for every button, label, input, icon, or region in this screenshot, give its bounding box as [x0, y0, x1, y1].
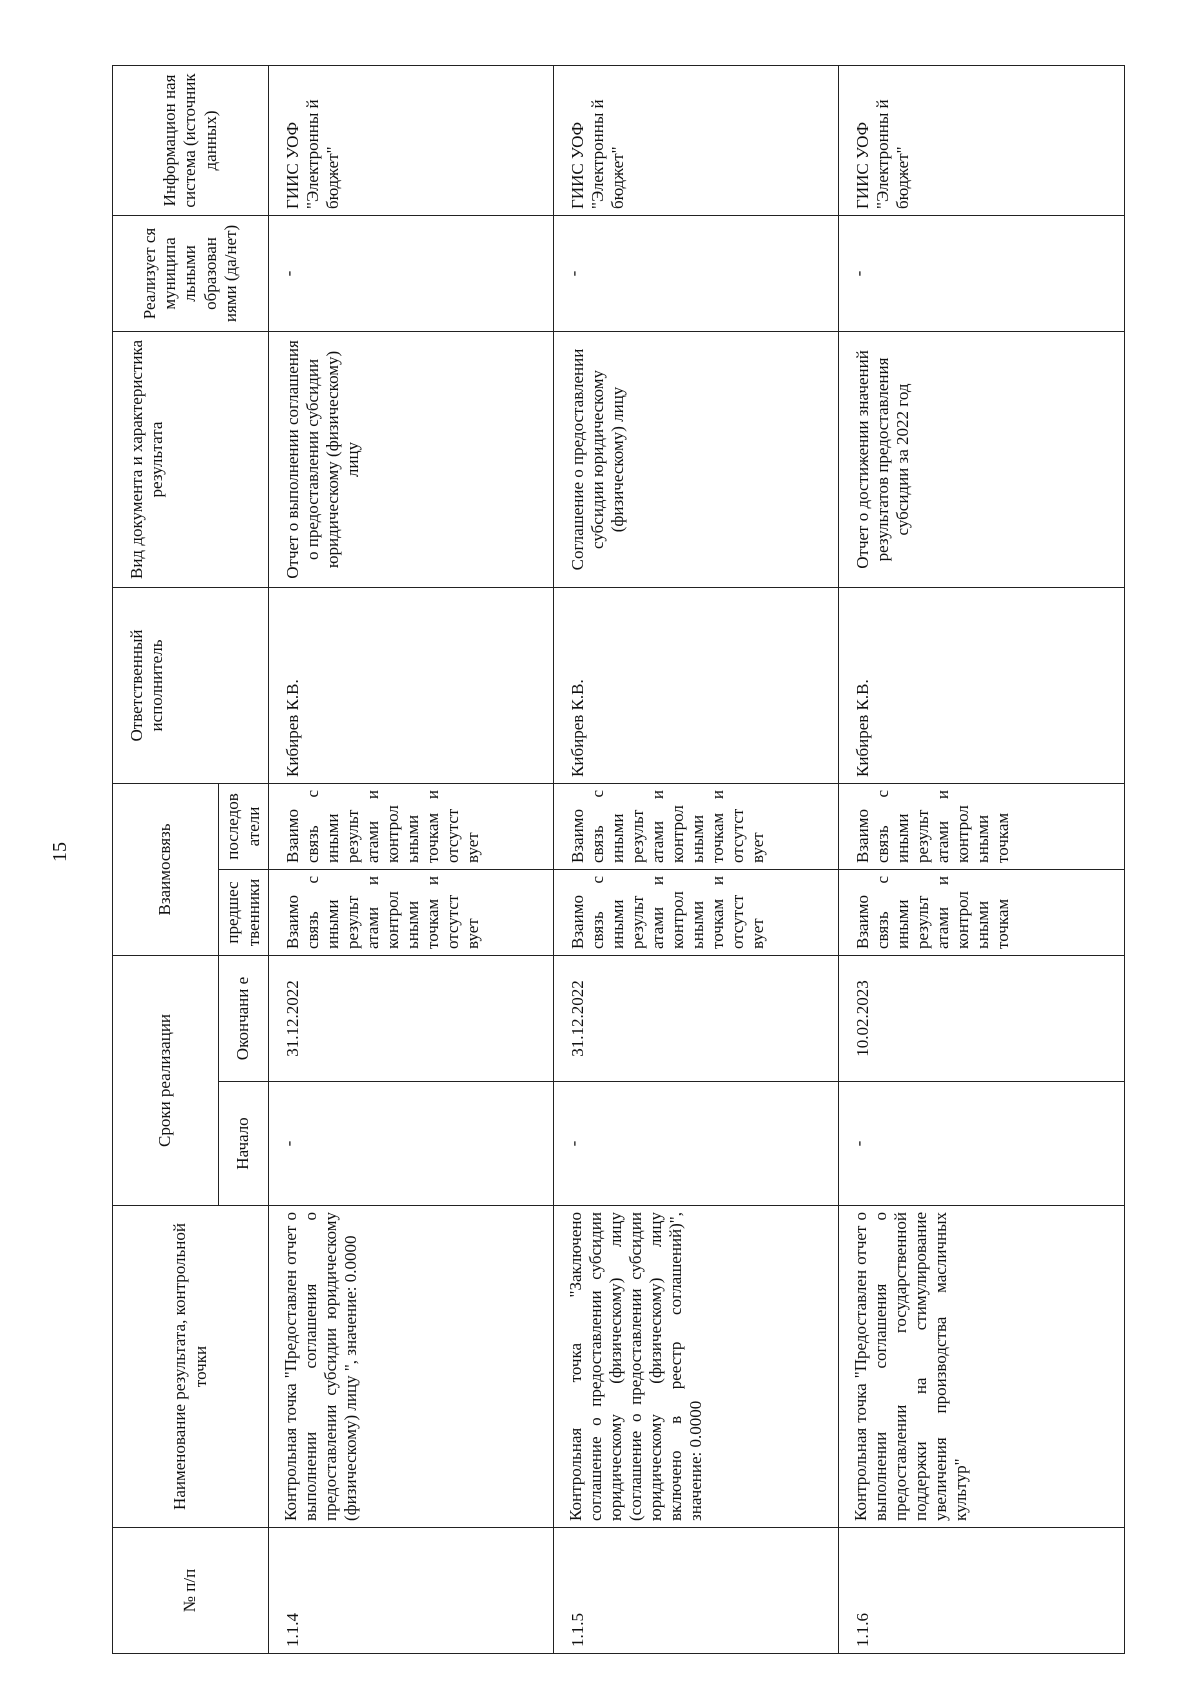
row-responsible: Кибирев К.В. — [839, 587, 1125, 783]
row-responsible: Кибирев К.В. — [269, 587, 554, 783]
row-doc-type: Соглашение о предоставлении субсидии юридическому (физическому) лицу — [554, 331, 839, 587]
header-end: Окончани е — [219, 956, 269, 1082]
header-start: Начало — [219, 1082, 269, 1206]
row-municipal: - — [839, 215, 1125, 331]
row-end: 31.12.2022 — [269, 956, 554, 1082]
row-info-system: ГИИС УОФ "Электронны й бюджет" — [269, 65, 554, 215]
row-num: 1.1.4 — [269, 1528, 554, 1654]
header-predecessors: предшес твенники — [219, 870, 269, 956]
header-name: Наименование результата, контрольной точки — [113, 1206, 269, 1528]
row-name: Контрольная точка "Заключено соглашение о предоставлении субсидии юридическому (физическому) лицу (соглашение о предоставлении субсидии юридическому (физическому) лицу включено в реестр соглашений)", значение: 0.0000 — [554, 1206, 839, 1528]
header-info-system: Информацион ная система (источник данных) — [113, 65, 269, 215]
row-num: 1.1.6 — [839, 1528, 1125, 1654]
header-relation: Взаимосвязь — [113, 783, 219, 955]
header-municipal: Реализует ся муниципа льными образован иями (да/нет) — [113, 215, 269, 331]
header-responsible: Ответственный исполнитель — [113, 587, 269, 783]
row-municipal: - — [269, 215, 554, 331]
row-successors: Взаимо связь с иными результ атами и контрол ьными точкам и отсутст вует — [554, 783, 839, 869]
table-header — [113, 65, 269, 1653]
row-start: - — [839, 1082, 1125, 1206]
row-predecessors: Взаимо связь с иными результ атами и контрол ьными точкам — [839, 870, 1125, 956]
page-number: 15 — [49, 842, 71, 862]
row-responsible: Кибирев К.В. — [554, 587, 839, 783]
table-row — [839, 65, 1125, 1653]
row-successors: Взаимо связь с иными результ атами и контрол ьными точкам — [839, 783, 1125, 869]
row-name: Контрольная точка "Предоставлен отчет о выполнении соглашения о предоставлении государственной поддержки на стимулирование увеличения производства масличных культур" — [839, 1206, 1125, 1528]
rotated-table-sheet — [112, 66, 1124, 1654]
row-municipal: - — [554, 215, 839, 331]
row-start: - — [554, 1082, 839, 1206]
row-doc-type: Отчет о выполнении соглашения о предоставлении субсидии юридическому (физическому) лицу — [269, 331, 554, 587]
table-row — [269, 65, 554, 1653]
row-num: 1.1.5 — [554, 1528, 839, 1654]
row-predecessors: Взаимо связь с иными результ атами и контрол ьными точкам и отсутст вует — [554, 870, 839, 956]
row-predecessors: Взаимо связь с иными результ атами и контрол ьными точкам и отсутст вует — [269, 870, 554, 956]
row-start: - — [269, 1082, 554, 1206]
row-doc-type: Отчет о достижении значений результатов предоставления субсидии за 2022 год — [839, 331, 1125, 587]
row-info-system: ГИИС УОФ "Электронны й бюджет" — [554, 65, 839, 215]
results-table — [112, 65, 1125, 1654]
header-doc-type: Вид документа и характеристика результата — [113, 331, 269, 587]
header-num: № п/п — [113, 1528, 269, 1654]
row-end: 10.02.2023 — [839, 956, 1125, 1082]
row-successors: Взаимо связь с иными результ атами и контрол ьными точкам и отсутст вует — [269, 783, 554, 869]
row-end: 31.12.2022 — [554, 956, 839, 1082]
header-terms: Сроки реализации — [113, 956, 219, 1206]
row-info-system: ГИИС УОФ "Электронны й бюджет" — [839, 65, 1125, 215]
header-successors: последов атели — [219, 783, 269, 869]
table-row — [554, 65, 839, 1653]
row-name: Контрольная точка "Предоставлен отчет о выполнении соглашения о предоставлении субсидии юридическому (физическому) лицу ", значение: 0.0000 — [269, 1206, 554, 1528]
